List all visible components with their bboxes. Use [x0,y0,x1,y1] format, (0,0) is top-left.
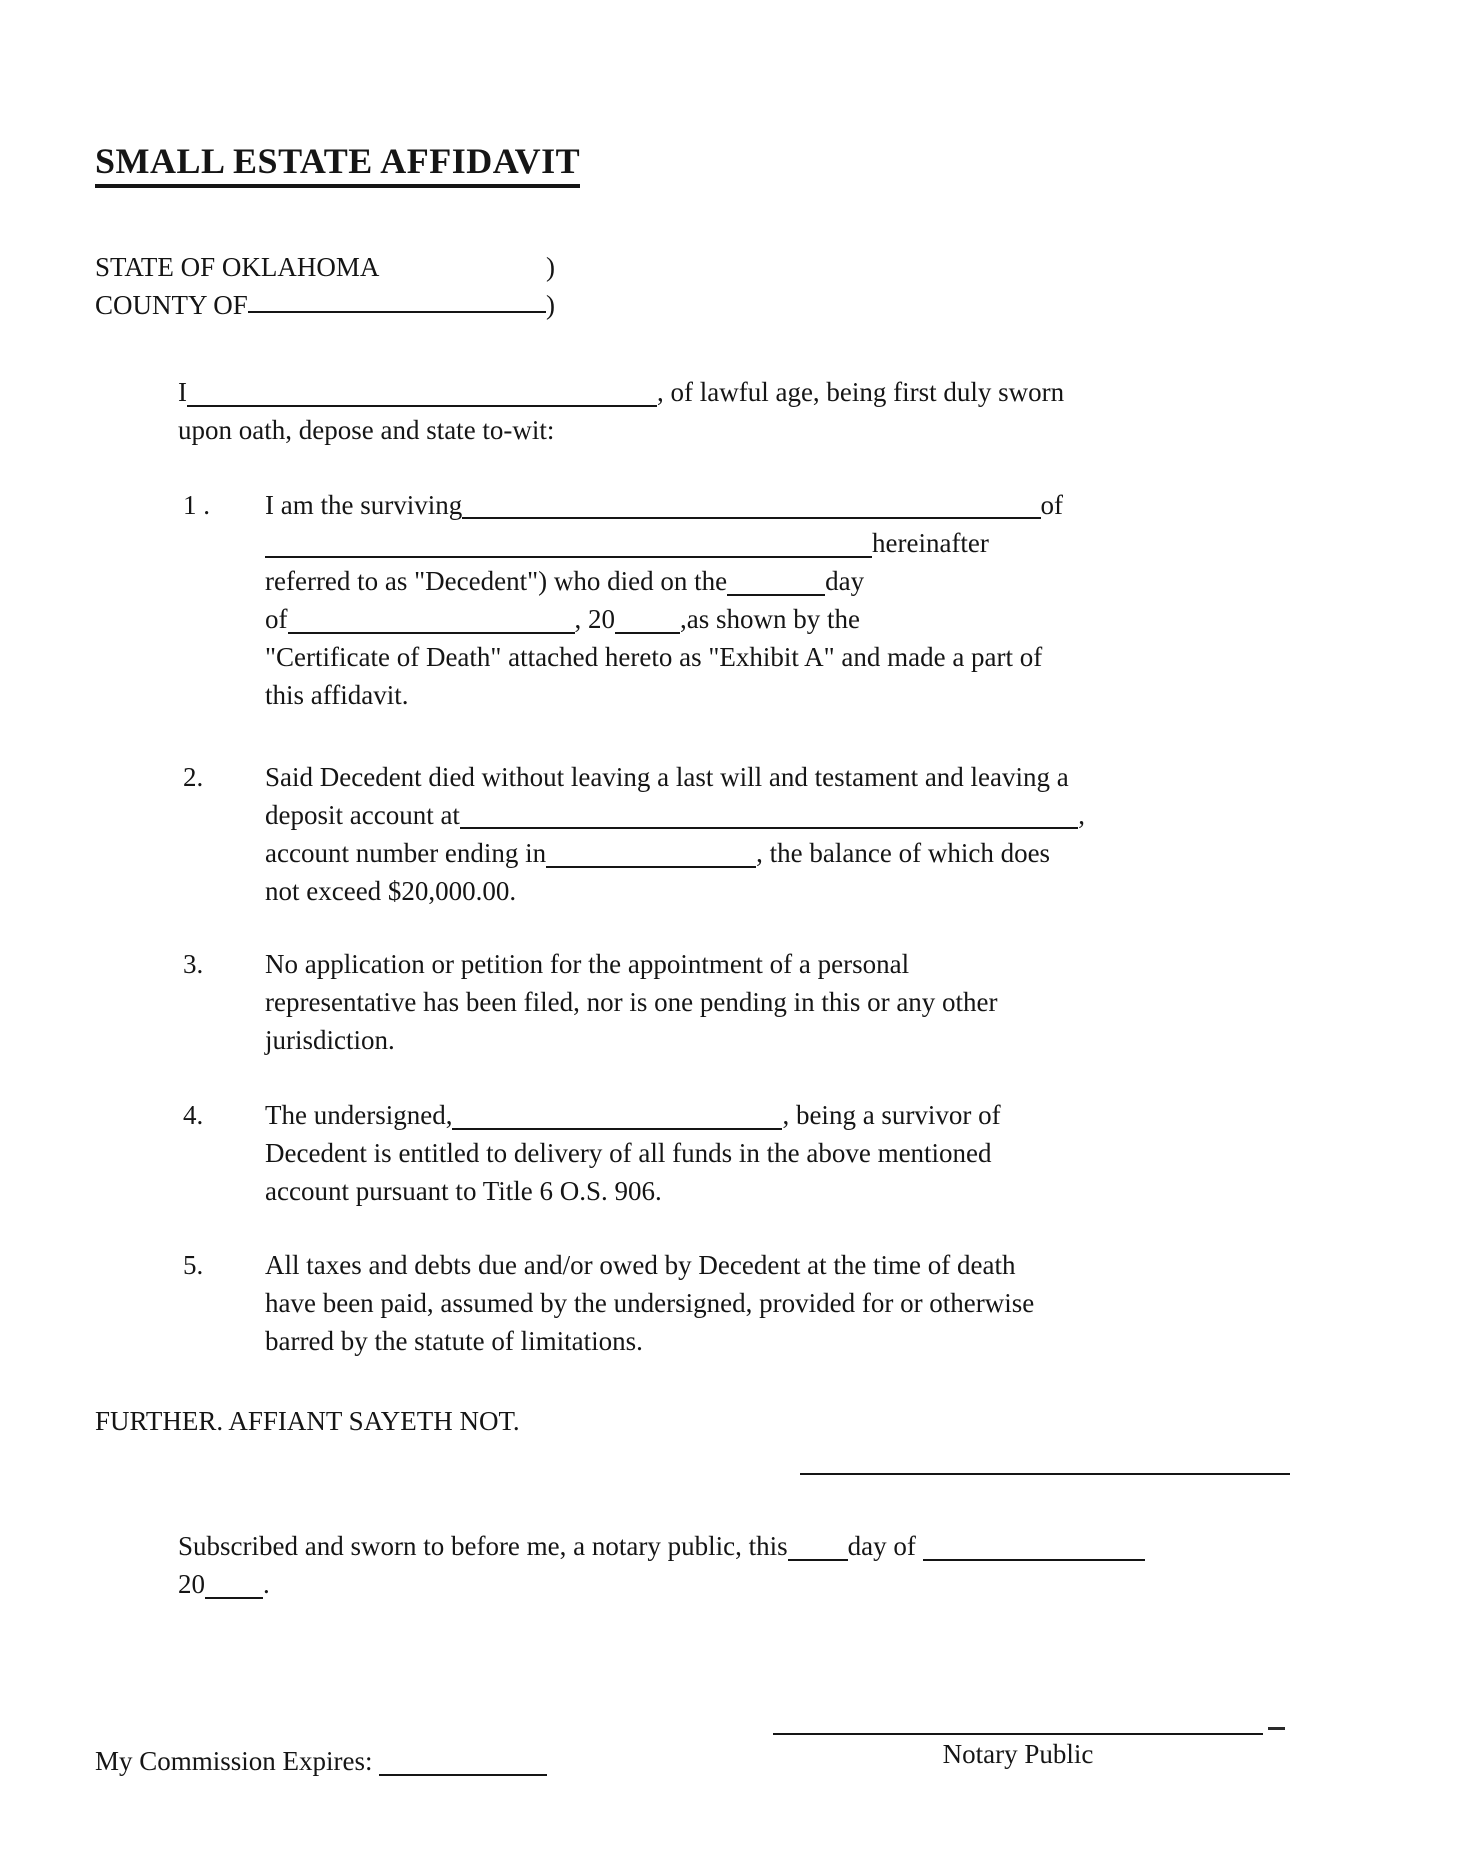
venue-state-paren: ) [546,252,555,282]
blank-decedent-name [265,536,872,558]
item-1-l1-pre: I am the surviving [265,490,463,520]
blank-affiant-name [187,385,657,407]
affiant-signature-line [800,1473,1290,1475]
item-2-l1: Said Decedent died without leaving a last will and testament and leaving a [265,762,1069,792]
item-1-l4-mid: , 20 [574,604,615,634]
blank-account-ending [546,846,756,868]
item-5-l3: barred by the statute of limitations. [265,1326,643,1356]
blank-death-day [727,574,825,596]
item-1-l1-post: of [1040,490,1063,520]
blank-bank-name [460,807,1078,829]
item-5-l1: All taxes and debts due and/or owed by Decedent at the time of death [265,1250,1016,1280]
item-5 [183,1246,1143,1360]
item-2-l3-pre: account number ending in [265,838,547,868]
venue-county-paren: ) [546,290,555,320]
commission-block [95,1742,547,1780]
notary-block [773,1733,1263,1773]
item-1-l5: "Certificate of Death" attached hereto as "Exhibit A" and made a part of [265,642,1043,672]
venue-state: STATE OF OKLAHOMA [95,252,380,282]
blank-sworn-year [205,1577,263,1599]
intro-after-blank: , of lawful age, being first duly sworn [657,377,1065,407]
blank-county-name [248,291,546,313]
venue-county-label: COUNTY OF [95,290,248,320]
notary-label: Notary Public [942,1739,1094,1769]
item-1 [183,486,1095,714]
item-4-number: 4. [183,1100,204,1130]
item-4-l3: account pursuant to Title 6 O.S. 906. [265,1176,662,1206]
item-5-l2: have been paid, assumed by the undersigned, provided for or otherwise [265,1288,1035,1318]
item-4-l2: Decedent is entitled to delivery of all funds in the above mentioned [265,1138,992,1168]
blank-commission-date [379,1754,547,1776]
subscribed-mid: day of [847,1531,916,1561]
item-2 [183,758,1143,910]
blank-relationship [462,497,1040,519]
notary-line-dash-artifact [1268,1727,1285,1730]
subscribed-pre: Subscribed and sworn to before me, a notary public, this [178,1531,788,1561]
item-3-l1: No application or petition for the appointment of a personal [265,949,910,979]
intro-line2: upon oath, depose and state to-wit: [178,415,555,445]
item-1-l4-pre: of [265,604,288,634]
item-3-number: 3. [183,949,204,979]
item-2-l2-pre: deposit account at [265,800,460,830]
blank-death-month [288,612,575,634]
venue-block [95,248,555,324]
item-5-number: 5. [183,1250,204,1280]
item-1-l3-pre: referred to as "Decedent") who died on the [265,566,728,596]
item-3 [183,945,1143,1059]
item-3-l2: representative has been filed, nor is one pending in this or any other [265,987,998,1017]
blank-sworn-day [788,1539,848,1561]
subscribed-end: . [263,1569,270,1599]
item-4 [183,1096,1143,1210]
document-title: SMALL ESTATE AFFIDAVIT [95,140,580,188]
item-1-l3-post: day [825,566,865,596]
commission-label: My Commission Expires: [95,1746,373,1776]
item-2-number: 2. [183,762,204,792]
item-3-l3: jurisdiction. [265,1025,395,1055]
subscribed-paragraph [178,1527,1145,1603]
item-2-l2-post: , [1078,800,1085,830]
item-4-l1-post: , being a survivor of [782,1100,1001,1130]
item-1-l6: this affidavit. [265,680,409,710]
blank-death-year [615,612,680,634]
item-1-number: 1 . [183,490,210,520]
blank-survivor-name [452,1108,782,1130]
item-2-l4: not exceed $20,000.00. [265,876,517,906]
subscribed-year: 20 [178,1569,205,1599]
intro-pronoun: I [178,377,187,407]
blank-sworn-month [923,1539,1145,1561]
item-1-l4-post: ,as shown by the [680,604,860,634]
item-1-l2-post: hereinafter [872,528,989,558]
item-4-l1-pre: The undersigned, [265,1100,453,1130]
further-statement: FURTHER. AFFIANT SAYETH NOT. [95,1406,520,1436]
item-2-l3-post: , the balance of which does [756,838,1051,868]
intro-paragraph [178,373,1064,449]
